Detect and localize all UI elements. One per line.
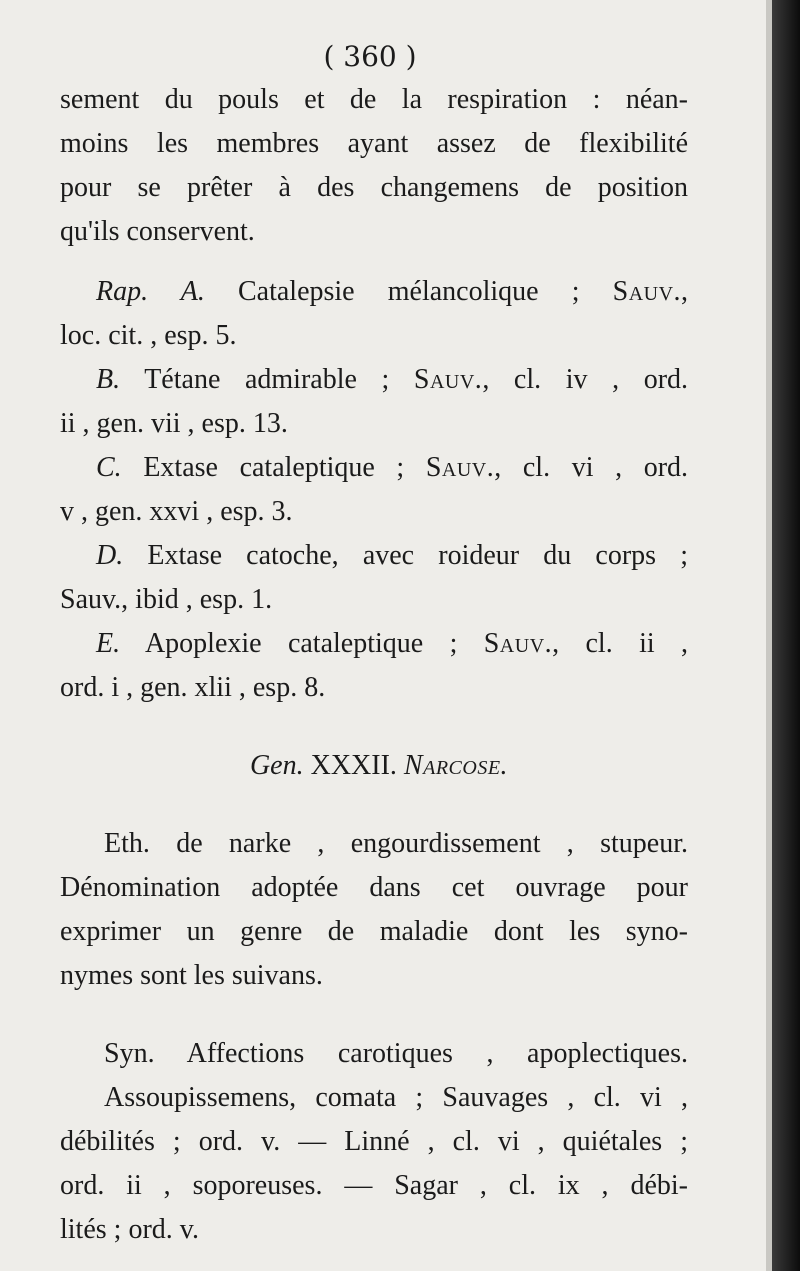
entry-author: Sauv. <box>612 276 682 307</box>
entry-line-2: ii , gen. vii , esp. 13. <box>60 408 288 439</box>
genus-number: XXXII. <box>310 750 397 781</box>
entry-label: C. <box>96 452 122 483</box>
text-line: débilités ; ord. v. — Linné , cl. vi , quiétales ; <box>60 1126 688 1157</box>
text-line: Syn. Affections carotiques , apoplectiques. <box>104 1038 688 1069</box>
entry-line-2: Sauv., ibid , esp. 1. <box>60 584 273 615</box>
entry-line <box>60 622 688 666</box>
entry-author: Sauv. <box>413 364 483 395</box>
entry-text: Catalepsie mélancolique ; <box>237 276 580 307</box>
text-line: Eth. de narke , engourdissement , stupeur. <box>104 828 688 859</box>
entry-label: D. <box>96 540 124 571</box>
page-text <box>60 78 688 1252</box>
entry-label: B. <box>96 364 121 395</box>
entry-line-2: loc. cit. , esp. 5. <box>60 320 237 351</box>
entry-text: Apoplexie cataleptique ; <box>144 628 458 659</box>
text-line: Dénomination adoptée dans cet ouvrage pour <box>60 872 688 903</box>
text-line: nymes sont les suivans. <box>60 960 323 991</box>
genus-name: Narcose. <box>403 750 509 781</box>
text-line: sement du pouls et de la respiration : néan- <box>60 84 688 115</box>
text-line: moins les membres ayant assez de flexibilité <box>60 128 688 159</box>
page-number: ( 360 ) <box>323 40 417 73</box>
entry-line-2: ord. i , gen. xlii , esp. 8. <box>60 672 326 703</box>
entry-text-end: , cl. ii , <box>552 628 688 659</box>
entry-label: E. <box>96 628 121 659</box>
text-line: pour se prêter à des changemens de position <box>60 172 688 203</box>
entry-line <box>60 270 688 314</box>
text-line: ord. ii , soporeuses. — Sagar , cl. ix , débi- <box>60 1170 688 1201</box>
entry-text-end: , cl. vi , ord. <box>494 452 688 483</box>
entry-label: Rap. A. <box>96 276 205 307</box>
text-line: exprimer un genre de maladie dont les syno- <box>60 916 688 947</box>
entry-text: Extase catoche, avec roideur du corps ; <box>147 540 688 571</box>
entry-text-end: , cl. iv , ord. <box>482 364 688 395</box>
entry-text: Tétane admirable ; <box>144 364 390 395</box>
entry-line <box>60 446 688 490</box>
entry-text-end: , <box>681 276 688 307</box>
text-line: lités ; ord. v. <box>60 1214 199 1245</box>
entry-line <box>60 358 688 402</box>
text-line: qu'ils conservent. <box>60 216 255 247</box>
entry-line-2: v , gen. xxvi , esp. 3. <box>60 496 293 527</box>
genus-gen: Gen. <box>249 750 304 781</box>
entry-text: Extase cataleptique ; <box>143 452 405 483</box>
page-edge-shadow <box>772 0 800 1271</box>
text-line: Assoupissemens, comata ; Sauvages , cl. vi , <box>104 1082 688 1113</box>
genus-heading <box>60 744 688 788</box>
entry-author: Sauv. <box>425 452 495 483</box>
entry-author: Sauv. <box>483 628 553 659</box>
entry-line <box>60 534 688 578</box>
entries-list <box>60 270 688 710</box>
